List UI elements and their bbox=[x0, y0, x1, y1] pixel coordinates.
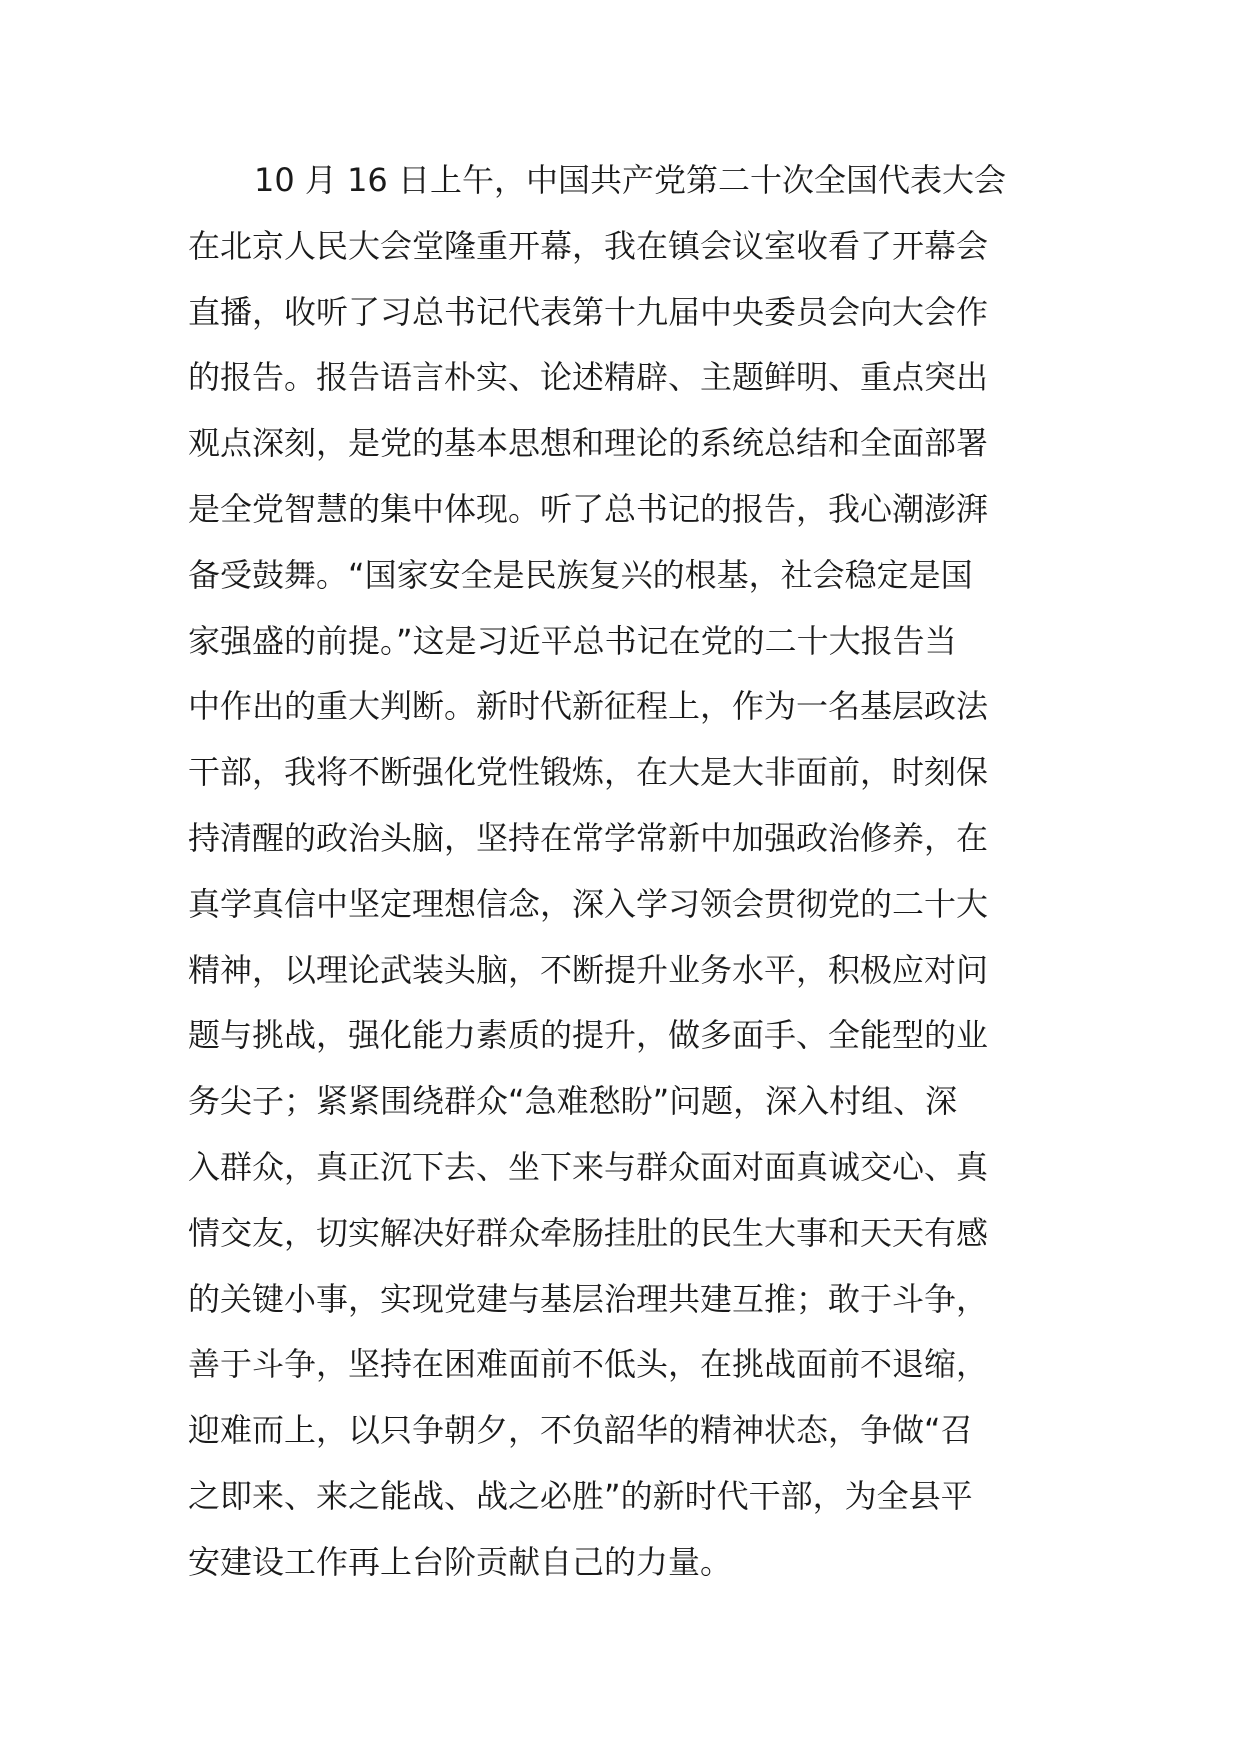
paragraph-line: 中作出的重大判断。新时代新征程上，作为一名基层政法 bbox=[188, 687, 989, 726]
paragraph-line: 备受鼓舞。“国家安全是民族复兴的根基，社会稳定是国 bbox=[188, 555, 973, 594]
paragraph-line: 真学真信中坚定理想信念，深入学习领会贯彻党的二十大 bbox=[188, 884, 989, 923]
paragraph-line: 入群众，真正沉下去、坐下来与群众面对面真诚交心、真 bbox=[188, 1147, 989, 1186]
paragraph-line: 干部，我将不断强化党性锻炼，在大是大非面前，时刻保 bbox=[188, 753, 989, 792]
paragraph-line: 迎难而上，以只争朝夕，不负韶华的精神状态，争做“召 bbox=[188, 1411, 973, 1450]
paragraph-line: 精神，以理论武装头脑，不断提升业务水平，积极应对问 bbox=[188, 950, 989, 989]
body-paragraph bbox=[188, 148, 1058, 1596]
paragraph-line: 家强盛的前提。”这是习近平总书记在党的二十大报告当 bbox=[188, 621, 957, 660]
paragraph-line: 持清醒的政治头脑，坚持在常学常新中加强政治修养，在 bbox=[188, 818, 989, 857]
paragraph-line: 之即来、来之能战、战之必胜”的新时代干部，为全县平 bbox=[188, 1476, 973, 1515]
paragraph-line: 善于斗争，坚持在困难面前不低头，在挑战面前不退缩， bbox=[188, 1345, 989, 1384]
paragraph-line: 安建设工作再上台阶贡献自己的力量。 bbox=[188, 1542, 733, 1581]
paragraph-line: 的关键小事，实现党建与基层治理共建互推；敢于斗争， bbox=[188, 1279, 989, 1318]
paragraph-line: 直播，收听了习总书记代表第十九届中央委员会向大会作 bbox=[188, 292, 989, 331]
paragraph-line: 情交友，切实解决好群众牵肠挂肚的民生大事和天天有感 bbox=[188, 1213, 989, 1252]
paragraph-line: 在北京人民大会堂隆重开幕，我在镇会议室收看了开幕会 bbox=[188, 226, 989, 265]
paragraph-line: 的报告。报告语言朴实、论述精辟、主题鲜明、重点突出 bbox=[188, 358, 989, 397]
paragraph-line: 题与挑战，强化能力素质的提升，做多面手、全能型的业 bbox=[188, 1016, 989, 1055]
paragraph-line: 10 月 16 日上午，中国共产党第二十次全国代表大会 bbox=[254, 161, 1006, 199]
paragraph-line: 是全党智慧的集中体现。听了总书记的报告，我心潮澎湃 bbox=[188, 489, 989, 528]
paragraph-line: 务尖子；紧紧围绕群众“急难愁盼”问题，深入村组、深 bbox=[188, 1082, 958, 1121]
paragraph-line: 观点深刻，是党的基本思想和理论的系统总结和全面部署 bbox=[188, 424, 989, 463]
